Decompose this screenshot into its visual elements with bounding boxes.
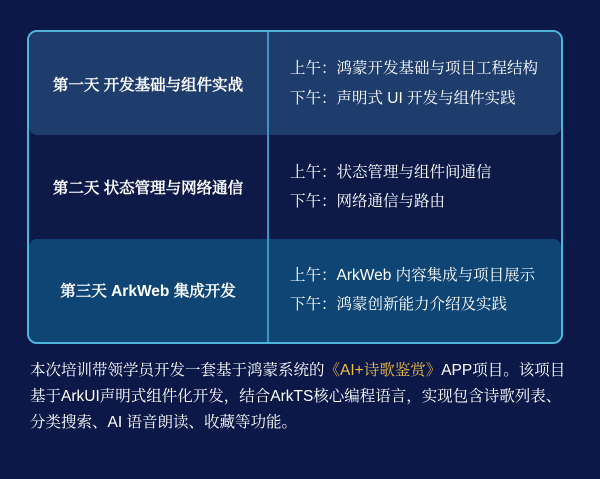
schedule-row bbox=[29, 135, 561, 238]
intro-text-before: 本次培训带领学员开发一套基于鸿蒙系统的 bbox=[30, 362, 325, 379]
day-detail bbox=[269, 239, 561, 342]
day-detail bbox=[269, 135, 561, 238]
schedule-row bbox=[29, 32, 561, 135]
schedule-row bbox=[29, 239, 561, 342]
afternoon-session: 下午：网络通信与路由 bbox=[290, 192, 446, 210]
schedule-table bbox=[27, 30, 563, 344]
day-title: 第二天 状态管理与网络通信 bbox=[52, 179, 244, 197]
morning-session: 上午：ArkWeb 内容集成与项目展示 bbox=[290, 266, 536, 284]
intro-text-after: APP项目。该项目基于ArkUI声明式组件化开发，结合ArkTS核心编程语言，实现包含诗歌列表、分类搜索、AI 语音朗读、收藏等功能。 bbox=[30, 362, 566, 431]
morning-session: 上午：鸿蒙开发基础与项目工程结构 bbox=[290, 60, 539, 78]
intro-highlight: 《AI+诗歌鉴赏》 bbox=[324, 362, 442, 379]
afternoon-session: 下午：声明式 UI 开发与组件实践 bbox=[290, 89, 516, 107]
intro-paragraph bbox=[30, 358, 572, 436]
afternoon-session: 下午：鸿蒙创新能力介绍及实践 bbox=[290, 296, 508, 314]
day-detail bbox=[269, 32, 561, 135]
morning-session: 上午：状态管理与组件间通信 bbox=[290, 163, 492, 181]
day-title: 第三天 ArkWeb 集成开发 bbox=[60, 283, 236, 301]
day-title: 第一天 开发基础与组件实战 bbox=[52, 76, 244, 94]
